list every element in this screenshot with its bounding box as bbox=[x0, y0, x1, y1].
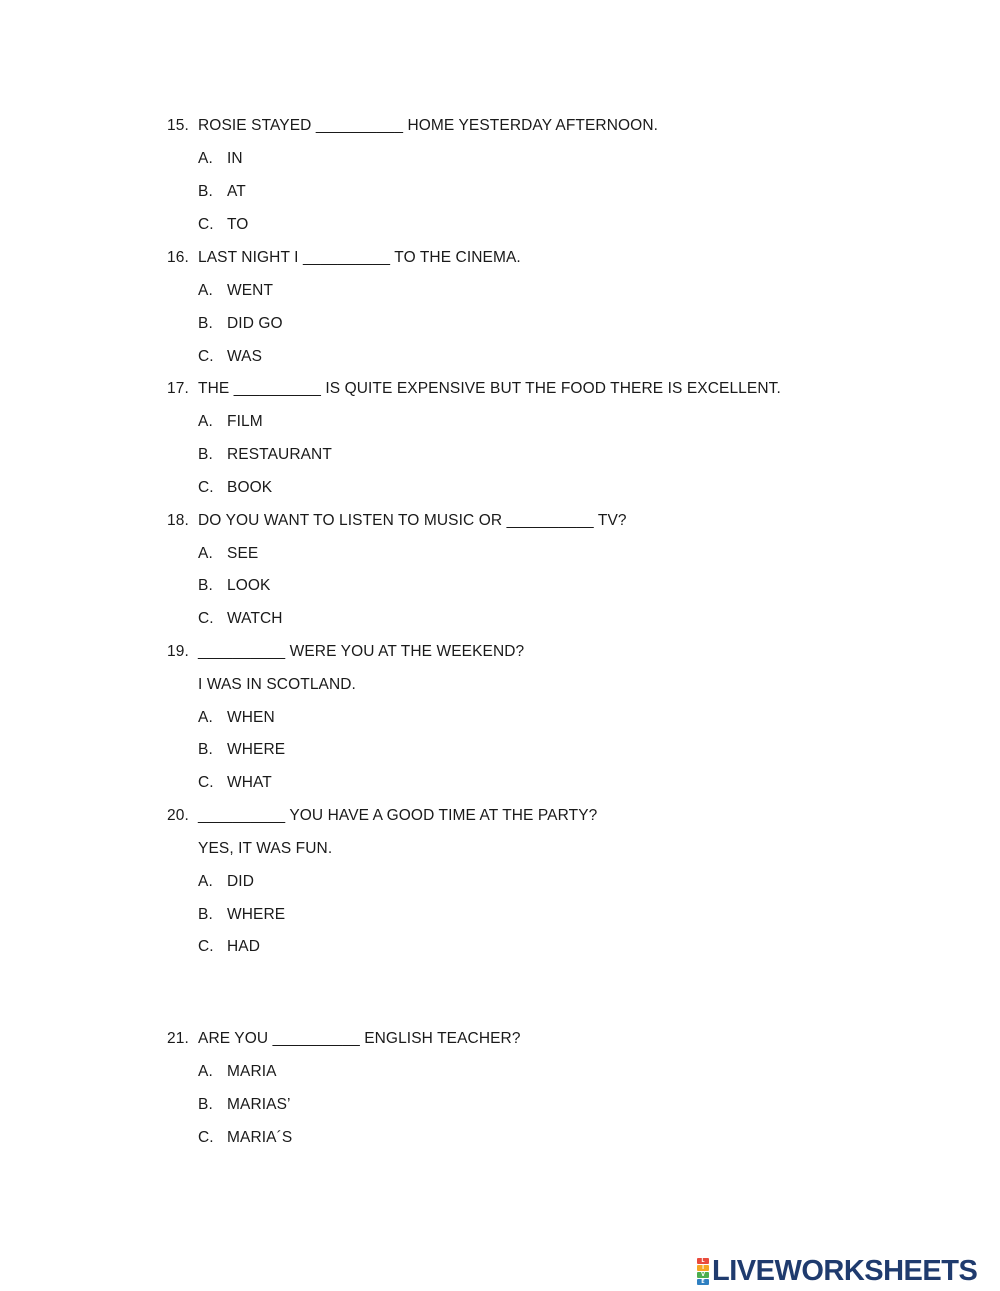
option-text: FILM bbox=[227, 413, 263, 430]
question-number: 20. bbox=[167, 807, 189, 824]
option-text: WHERE bbox=[227, 906, 286, 923]
option-text: MARIA bbox=[227, 1063, 277, 1080]
option-label: A. bbox=[198, 545, 213, 562]
logo-text: LIVEWORKSHEETS bbox=[712, 1255, 978, 1287]
option-label: C. bbox=[198, 774, 214, 791]
option-text: IN bbox=[227, 150, 243, 167]
question-number: 19. bbox=[167, 643, 189, 660]
option-label: C. bbox=[198, 938, 214, 955]
question-number: 18. bbox=[167, 512, 189, 529]
option-label: C. bbox=[198, 348, 214, 365]
option-label: C. bbox=[198, 479, 214, 496]
question-text: DO YOU WANT TO LISTEN TO MUSIC OR __________ TV? bbox=[198, 512, 627, 529]
option-label: C. bbox=[198, 216, 214, 233]
question-text: ARE YOU __________ ENGLISH TEACHER? bbox=[198, 1030, 521, 1047]
logo-mark-letter: L bbox=[697, 1258, 709, 1264]
option-label: B. bbox=[198, 315, 213, 332]
option-text: WATCH bbox=[227, 610, 283, 627]
option-label: B. bbox=[198, 906, 213, 923]
liveworksheets-logo[interactable] bbox=[697, 1255, 977, 1287]
logo-mark-letter: V bbox=[697, 1272, 709, 1278]
option-label: A. bbox=[198, 873, 213, 890]
option-text: WENT bbox=[227, 282, 274, 299]
option-text: TO bbox=[227, 216, 249, 233]
question-text: ROSIE STAYED __________ HOME YESTERDAY AFTERNOON. bbox=[198, 117, 659, 134]
question-number: 15. bbox=[167, 117, 189, 134]
question-number: 16. bbox=[167, 249, 189, 266]
question-number: 21. bbox=[167, 1030, 189, 1047]
question-text: __________ YOU HAVE A GOOD TIME AT THE PARTY? bbox=[198, 807, 598, 824]
logo-mark-letter: I bbox=[697, 1265, 709, 1271]
option-label: A. bbox=[198, 1063, 213, 1080]
option-text: HAD bbox=[227, 938, 261, 955]
option-label: C. bbox=[198, 1129, 214, 1146]
option-text: DID GO bbox=[227, 315, 283, 332]
option-text: LOOK bbox=[227, 577, 271, 594]
option-label: B. bbox=[198, 183, 213, 200]
option-text: MARIAS’ bbox=[227, 1096, 291, 1113]
option-label: B. bbox=[198, 741, 213, 758]
option-text: MARIA´S bbox=[227, 1129, 293, 1146]
question-text: THE __________ IS QUITE EXPENSIVE BUT THE FOOD THERE IS EXCELLENT. bbox=[198, 380, 781, 397]
option-text: WHERE bbox=[227, 741, 286, 758]
question-text: __________ WERE YOU AT THE WEEKEND? bbox=[198, 643, 525, 660]
option-label: A. bbox=[198, 709, 213, 726]
option-label: B. bbox=[198, 446, 213, 463]
logo-mark-letter: E bbox=[697, 1279, 709, 1285]
logo-mark-icon bbox=[697, 1258, 709, 1285]
option-label: B. bbox=[198, 577, 213, 594]
option-text: WHAT bbox=[227, 774, 272, 791]
answer-text: YES, IT WAS FUN. bbox=[198, 840, 333, 857]
option-text: DID bbox=[227, 873, 254, 890]
option-label: C. bbox=[198, 610, 214, 627]
option-label: A. bbox=[198, 150, 213, 167]
option-text: RESTAURANT bbox=[227, 446, 332, 463]
option-text: WAS bbox=[227, 348, 263, 365]
answer-text: I WAS IN SCOTLAND. bbox=[198, 676, 356, 693]
option-text: AT bbox=[227, 183, 246, 200]
question-text: LAST NIGHT I __________ TO THE CINEMA. bbox=[198, 249, 521, 266]
option-text: WHEN bbox=[227, 709, 275, 726]
option-label: B. bbox=[198, 1096, 213, 1113]
question-number: 17. bbox=[167, 380, 189, 397]
option-text: BOOK bbox=[227, 479, 273, 496]
option-label: A. bbox=[198, 413, 213, 430]
option-label: A. bbox=[198, 282, 213, 299]
option-text: SEE bbox=[227, 545, 259, 562]
